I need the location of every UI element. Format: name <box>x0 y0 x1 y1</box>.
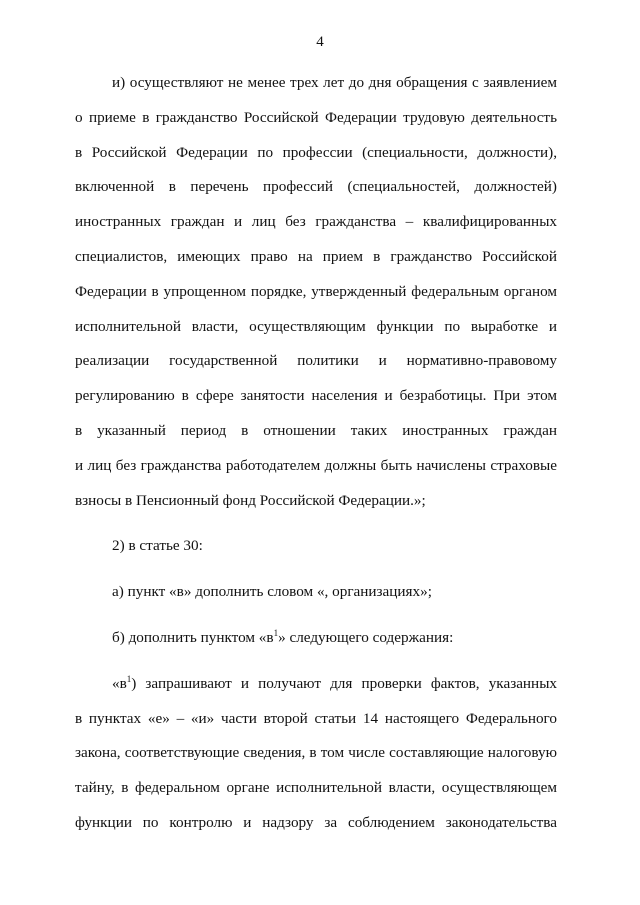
paragraph-item-a <box>75 575 557 610</box>
superscript: 1 <box>273 627 279 638</box>
paragraph-item-b <box>75 621 557 656</box>
page-number: 4 <box>316 34 324 50</box>
text-line: и лиц без гражданства работодателем должны быть начислены страховые <box>75 456 557 474</box>
text-line <box>75 621 557 656</box>
text-line: в Российской Федерации по профессии (специальности, должности), <box>75 143 557 161</box>
text-line: в пунктах «е» – «и» части второй статьи 14 настоящего Федерального <box>75 709 557 727</box>
paragraph-citizenship-condition <box>75 66 557 518</box>
text-line: а) пункт «в» дополнить словом «, организациях»; <box>112 583 432 601</box>
text-line: Федерации в упрощенном порядке, утвержденный федеральным органом <box>75 282 557 300</box>
text-fragment: » следующего содержания: <box>278 628 454 646</box>
document-body <box>75 66 557 841</box>
text-line: о приеме в гражданство Российской Федерации трудовую деятельность <box>75 108 557 126</box>
text-line: включенной в перечень профессий (специальностей, должностей) <box>75 178 557 196</box>
text-line: специалистов, имеющих право на прием в гражданство Российской <box>75 247 557 265</box>
text-fragment: «в <box>112 674 127 692</box>
paragraph-article-30 <box>75 529 557 564</box>
text-line <box>75 667 557 702</box>
text-fragment: б) дополнить пунктом «в <box>112 628 274 646</box>
text-line: взносы в Пенсионный фонд Российской Федерации.»; <box>75 491 426 509</box>
text-line: реализации государственной политики и нормативно-правовому <box>75 352 557 370</box>
text-line: 2) в статье 30: <box>112 537 203 555</box>
text-line: функции по контролю и надзору за соблюдением законодательства <box>75 813 557 831</box>
text-line: и) осуществляют не менее трех лет до дня обращения с заявлением <box>112 74 557 91</box>
text-line: закона, соответствующие сведения, в том числе составляющие налоговую <box>75 744 557 762</box>
text-fragment: ) запрашивают и получают для проверки фактов, указанных <box>131 674 557 692</box>
text-line: регулированию в сфере занятости населения и безработицы. При этом <box>75 387 557 405</box>
text-line: тайну, в федеральном органе исполнительной власти, осуществляющем <box>75 779 557 797</box>
text-line: в указанный период в отношении таких иностранных граждан <box>75 421 557 439</box>
text-line: иностранных граждан и лиц без гражданства – квалифицированных <box>75 213 557 231</box>
paragraph-item-v1 <box>75 667 557 841</box>
text-line: исполнительной власти, осуществляющим функции по выработке и <box>75 317 557 335</box>
superscript: 1 <box>126 673 132 684</box>
